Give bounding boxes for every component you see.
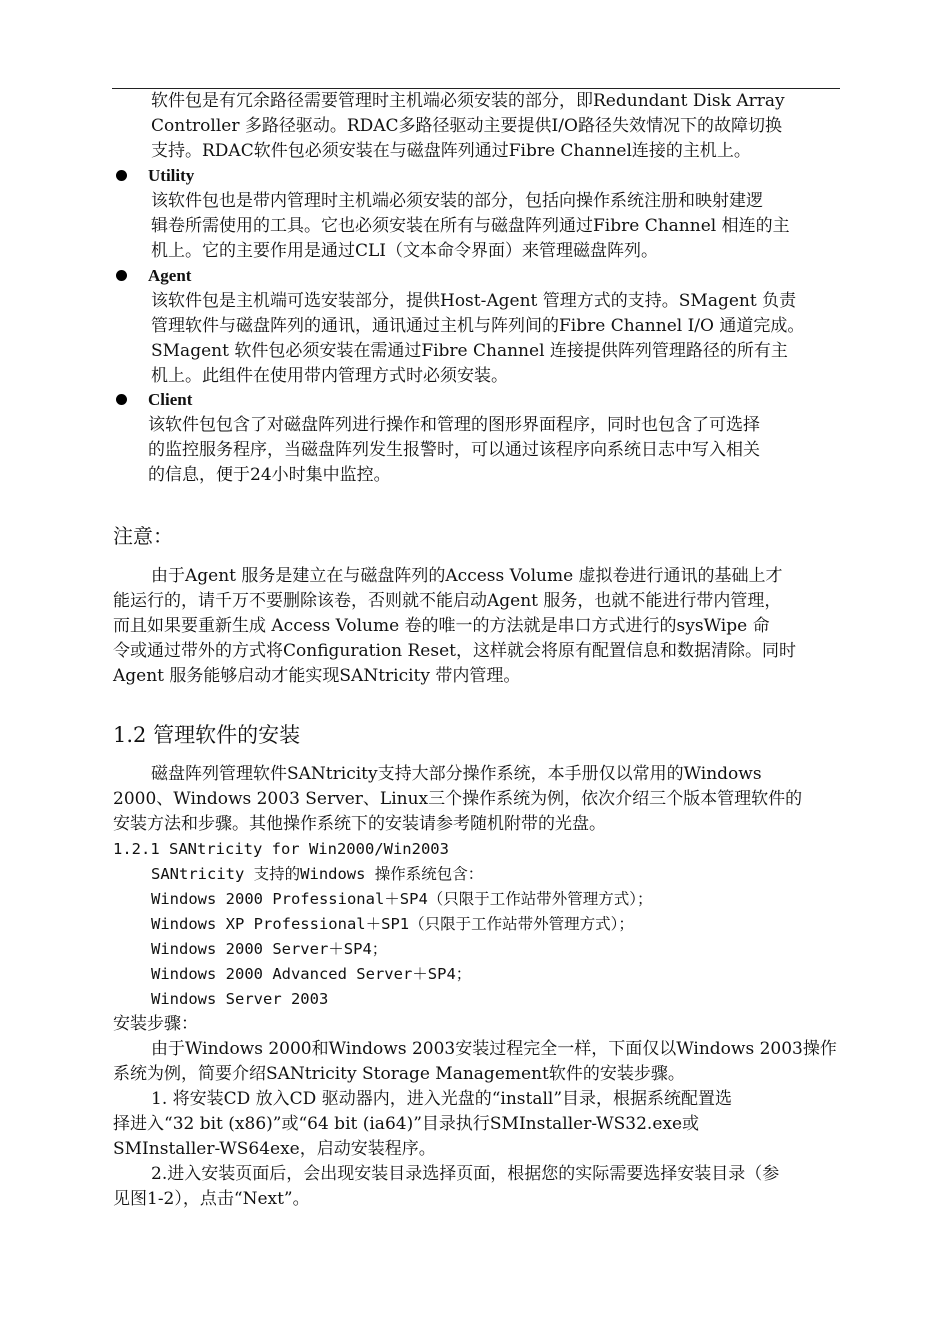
bullet-dot-icon — [116, 394, 127, 405]
intro-line: Controller 多路径驱动。RDAC多路径驱动主要提供I/O路径失效情况下的故障切换 — [151, 116, 782, 136]
steps-line: SMInstaller-WS64exe，启动安装程序。 — [113, 1139, 436, 1159]
os-list-item: Windows 2000 Advanced Server＋SP4； — [151, 965, 472, 983]
subsection-title: 1.2.1 SANtricity for Win2000/Win2003 — [113, 840, 449, 858]
section-intro-line: 安装方法和步骤。其他操作系统下的安装请参考随机附带的光盘。 — [113, 814, 606, 834]
steps-line: 系统为例，简要介绍SANtricity Storage Management软件的安装步骤。 — [113, 1064, 685, 1084]
section-intro-line: 2000、Windows 2003 Server、Linux三个操作系统为例，依次介绍三个版本管理软件的 — [113, 789, 803, 809]
bullet-line: 该软件包包含了对磁盘阵列进行操作和管理的图形界面程序，同时也包含了可选择 — [148, 415, 760, 435]
bullet-line: 机上。它的主要作用是通过CLI（文本命令界面）来管理磁盘阵列。 — [151, 241, 659, 261]
os-list-item: Windows XP Professional＋SP1（只限于工作站带外管理方式）； — [151, 915, 634, 933]
bullet-line: 的信息，便于24小时集中监控。 — [148, 465, 391, 485]
bullet-line: 该软件包也是带内管理时主机端必须安装的部分，包括向操作系统注册和映射建逻 — [151, 191, 763, 211]
steps-line: 2.进入安装页面后，会出现安装目录选择页面，根据您的实际需要选择安装目录（参 — [151, 1164, 780, 1184]
bullet-line: SMagent 软件包必须安装在需通过Fibre Channel 连接提供阵列管理路径的所有主 — [151, 341, 788, 361]
bullet-line: 该软件包是主机端可选安装部分，提供Host-Agent 管理方式的支持。SMagent 负责 — [151, 291, 797, 311]
steps-line: 择进入“32 bit (x86)”或“64 bit (ia64)”目录执行SMInstaller-WS32.exe或 — [113, 1114, 700, 1134]
bullet-line: 的监控服务程序，当磁盘阵列发生报警时，可以通过该程序向系统日志中写入相关 — [148, 440, 760, 460]
bullet-line: 管理软件与磁盘阵列的通讯，通讯通过主机与阵列间的Fibre Channel I/O 通道完成。 — [151, 316, 805, 336]
intro-line: 软件包是有冗余路径需要管理时主机端必须安装的部分，即Redundant Disk Array — [151, 91, 785, 111]
os-list-item: Windows 2000 Server＋SP4； — [151, 940, 388, 958]
steps-label: 安装步骤： — [113, 1014, 198, 1034]
intro-line: 支持。RDAC软件包必须安装在与磁盘阵列通过Fibre Channel连接的主机上。 — [151, 141, 751, 161]
section-title: 1.2 管理软件的安装 — [113, 723, 301, 747]
bullet-title-utility: Utility — [148, 166, 195, 185]
steps-line: 见图1-2），点击“Next”。 — [113, 1189, 310, 1209]
bullet-title-client: Client — [148, 390, 193, 409]
bullet-dot-icon — [116, 270, 127, 281]
note-title: 注意： — [113, 524, 173, 548]
note-line: Agent 服务能够启动才能实现SANtricity 带内管理。 — [113, 666, 521, 686]
bullet-line: 机上。此组件在使用带内管理方式时必须安装。 — [151, 366, 508, 386]
note-line: 由于Agent 服务是建立在与磁盘阵列的Access Volume 虚拟卷进行通讯的基础上才 — [151, 566, 783, 586]
note-line: 能运行的，请千万不要删除该卷，否则就不能启动Agent 服务，也就不能进行带内管理， — [113, 591, 782, 611]
os-list-item: Windows 2000 Professional＋SP4（只限于工作站带外管理方式）； — [151, 890, 653, 908]
bullet-line: 辑卷所需使用的工具。它也必须安装在所有与磁盘阵列通过Fibre Channel 相连的主 — [151, 216, 790, 236]
os-list-item: Windows Server 2003 — [151, 990, 329, 1008]
steps-line: 1. 将安装CD 放入CD 驱动器内，进入光盘的“install”目录，根据系统配置选 — [151, 1089, 733, 1109]
section-intro-line: 磁盘阵列管理软件SANtricity支持大部分操作系统，本手册仅以常用的Windows — [151, 764, 762, 784]
note-line: 而且如果要重新生成 Access Volume 卷的唯一的方法就是串口方式进行的sysWipe 命 — [113, 616, 770, 636]
bullet-title-agent: Agent — [148, 266, 192, 285]
note-line: 令或通过带外的方式将Configuration Reset，这样就会将原有配置信息和数据清除。同时 — [113, 641, 796, 661]
os-intro: SANtricity 支持的Windows 操作系统包含： — [151, 865, 484, 883]
bullet-dot-icon — [116, 170, 127, 181]
steps-line: 由于Windows 2000和Windows 2003安装过程完全一样，下面仅以Windows 2003操作 — [151, 1039, 837, 1059]
